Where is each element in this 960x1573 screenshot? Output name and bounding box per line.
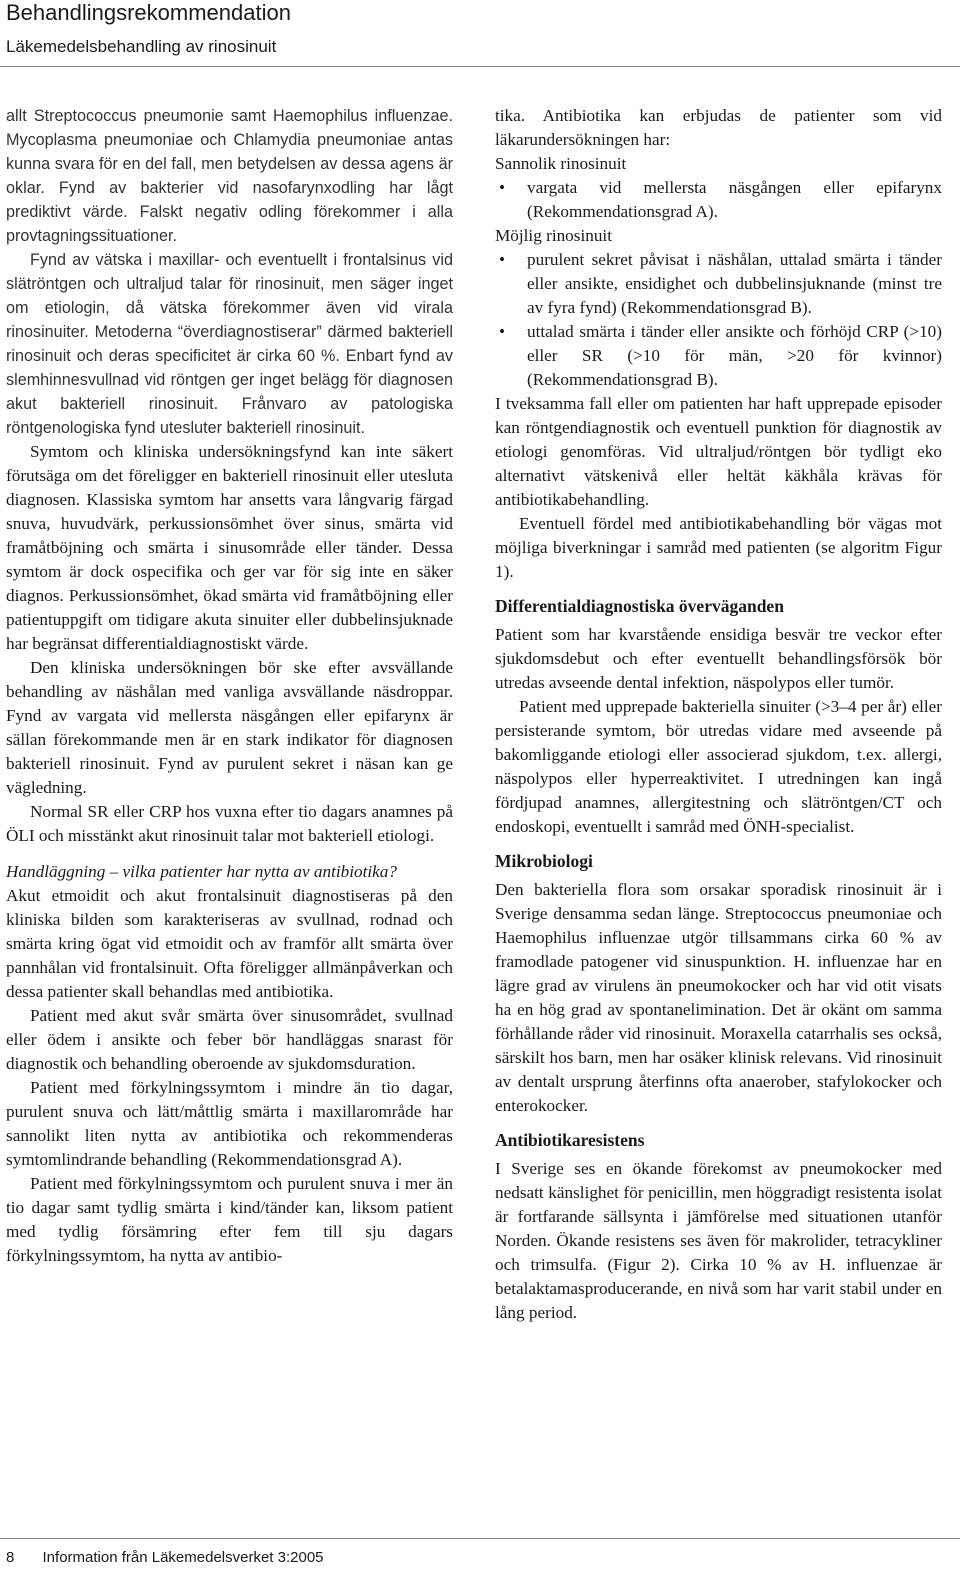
paragraph: I tveksamma fall eller om patienten har haft upprepade episoder kan röntgendiagnostik och eventuell punktion för diagnostik av etiologi genomföras. Vid ultraljud/röntgen bör tydligt eko alternativt vätskenivå eller heltät käkhåla krävas för antibiotikabehandling. <box>495 394 942 509</box>
left-column <box>6 104 453 1268</box>
paragraph: Normal SR eller CRP hos vuxna efter tio dagars anamnes på ÖLI och misstänkt akut rinosinuit talar mot bakteriell etiologi. <box>6 802 453 845</box>
bullet-icon: • <box>499 178 506 197</box>
header-divider <box>0 66 960 67</box>
list-item-text: vargata vid mellersta näsgången eller epifarynx (Rekommendationsgrad A). <box>527 178 942 221</box>
section-subheading: Handläggning – vilka patienter har nytta av antibiotika? <box>6 862 397 881</box>
paragraph: allt Streptococcus pneumonie samt Haemophilus influenzae. Mycoplasma pneumoniae och Chlamydia pneumoniae antas kunna svara för en del fall, men betydelsen av dessa agens är oklar. Fynd av bakterier vid nasofarynxodling har lågt prediktivt värde. Falskt negativ odling förekommer i alla provtagningssituationer. <box>6 107 453 245</box>
paragraph: Fynd av vätska i maxillar- och eventuellt i frontalsinus vid slätröntgen och ultraljud talar för rinosinuit, men säger inget om etiologin, då vätska förekommer även vid virala rinosinuiter. Metoderna “överdiagnostiserar” därmed bakteriell rinosinuit och deras specificitet är cirka 60 %. Enbart fynd av slemhinnesvullnad vid röntgen ger inget belägg för diagnosen akut bakteriell rinosinuit. Frånvaro av patologiska röntgenologiska fynd utesluter bakteriell rinosinuit. <box>6 251 453 437</box>
bullet-list <box>495 176 942 224</box>
paragraph: Patient som har kvarstående ensidiga besvär tre veckor efter sjukdomsdebut och efter eventuellt behandlingsförsök bör utredas avseende dental infektion, näspolypos eller tumör. <box>495 625 942 692</box>
section-heading: Differentialdiagnostiska överväganden <box>495 596 784 616</box>
paragraph: I Sverige ses en ökande förekomst av pneumokocker med nedsatt känslighet för penicillin, men höggradigt resistenta isolat är fortfarande sällsynta i jämförelse med situationen utanför Norden. Ökande resistens ses även för makrolider, tetracykliner och trimsulfa. (Figur 2). Cirka 10 % av H. influenzae är betalaktamasproducerande, en nivå som har varit stabil under en lång period. <box>495 1159 942 1322</box>
bullet-list <box>495 248 942 392</box>
page-subtitle: Läkemedelsbehandling av rinosinuit <box>6 37 277 56</box>
page-title: Behandlingsrekommendation <box>6 0 291 25</box>
paragraph: tika. Antibiotika kan erbjudas de patienter som vid läkarundersökningen har: <box>495 106 942 149</box>
section-heading: Mikrobiologi <box>495 851 593 871</box>
paragraph: Patient med förkylningssymtom och purulent snuva i mer än tio dagar samt tydlig smärta i kind/tänder kan, liksom patient med tydlig försämring efter fem till sju dagars förkylningssymtom, ha nytta av antibio- <box>6 1174 453 1265</box>
paragraph: Akut etmoidit och akut frontalsinuit diagnostiseras på den kliniska bilden som karakteriseras av svullnad, rodnad och smärta kring ögat vid etmoidit och av framför allt smärta över pannhålan vid frontalsinuit. Ofta föreligger allmänpåverkan och dessa patienter skall behandlas med antibiotika. <box>6 886 453 1001</box>
paragraph: Patient med akut svår smärta över sinusområdet, svullnad eller ödem i ansikte och feber bör handläggas snarast för diagnostik och behandling oberoende av sjukdomsduration. <box>6 1006 453 1073</box>
list-item <box>495 320 942 392</box>
paragraph: Symtom och kliniska undersökningsfynd kan inte säkert förutsäga om det föreligger en bakteriell rinosinuit eller utesluta diagnosen. Klassiska symtom har ansetts vara långvarig färgad snuva, huvudvärk, perkussionsömhet över sinus, smärta vid framåtböjning och smärta i sinusområde eller tänder. Dessa symtom är dock ospecifika och ger var för sig inte en säker diagnos. Perkussionsömhet, ökad smärta vid framåtböjning eller patientuppgift om tidigare akuta sinuiter eller dubbelinsjuknade har begränsat differentialdiagnostiskt värde. <box>6 442 453 653</box>
page-header <box>6 0 946 58</box>
paragraph: Den kliniska undersökningen bör ske efter avsvällande behandling av näshålan med vanliga avsvällande näsdroppar. Fynd av vargata vid mellersta näsgången eller epifarynx är sällan förekommande men är en stark indikator för diagnosen bakteriell rinosinuit. Fynd av purulent sekret i näsan kan ge vägledning. <box>6 658 453 797</box>
footer-divider <box>0 1538 960 1539</box>
list-item-text: purulent sekret påvisat i näshålan, uttalad smärta i tänder eller ansikte, ensidighet och dubbelinsjuknande (minst tre av fyra fynd) (Rekommendationsgrad B). <box>527 250 942 317</box>
paragraph: Patient med förkylningssymtom i mindre än tio dagar, purulent snuva och lätt/måttlig smärta i maxillarområde har sannolikt liten nytta av antibiotika och rekommenderas symtomlindrande behandling (Rekommendationsgrad A). <box>6 1078 453 1169</box>
right-column <box>495 104 942 1325</box>
list-item <box>495 176 942 224</box>
paragraph: Sannolik rinosinuit <box>495 154 627 173</box>
list-item <box>495 248 942 320</box>
bullet-icon: • <box>499 322 506 341</box>
paragraph: Patient med upprepade bakteriella sinuiter (>3–4 per år) eller persisterande symtom, bör utredas vidare med avseende på bakomliggande etiologi eller associerad sjukdom, t.ex. allergi, näspolypos eller hyperreaktivitet. I utredningen kan ingå fördjupad anamnes, allergitestning och slätröntgen/CT och endoskopi, eventuellt i samråd med ÖNH-specialist. <box>495 697 942 836</box>
paragraph: Möjlig rinosinuit <box>495 226 612 245</box>
paragraph: Eventuell fördel med antibiotikabehandling bör vägas mot möjliga biverkningar i samråd med patienten (se algoritm Figur 1). <box>495 514 942 581</box>
section-heading: Antibiotikaresistens <box>495 1130 645 1150</box>
page-footer <box>6 1549 324 1567</box>
page-number: 8 <box>6 1549 15 1566</box>
paragraph: Den bakteriella flora som orsakar sporadisk rinosinuit är i Sverige densamma sedan länge. Streptococcus pneumoniae och Haemophilus influenzae utgör tillsammans cirka 60 % av framodlade patogener vid sinuspunktion. H. influenzae har en lägre grad av virulens än pneumokocker och har vid otit visats ha en hög grad av spontanelimination. Det är okänt om samma förhållande råder vid rinosinuit. Moraxella catarrhalis ses också, särskilt hos barn, men har osäker klinisk relevans. Vid rinosinuit av dentalt ursprung återfinns ofta anaerober, stafylokocker och enterokocker. <box>495 880 942 1115</box>
bullet-icon: • <box>499 250 506 269</box>
list-item-text: uttalad smärta i tänder eller ansikte och förhöjd CRP (>10) eller SR (>10 för män, >20 för kvinnor) (Rekommendationsgrad B). <box>527 322 942 389</box>
publication-name: Information från Läkemedelsverket 3:2005 <box>42 1549 324 1566</box>
